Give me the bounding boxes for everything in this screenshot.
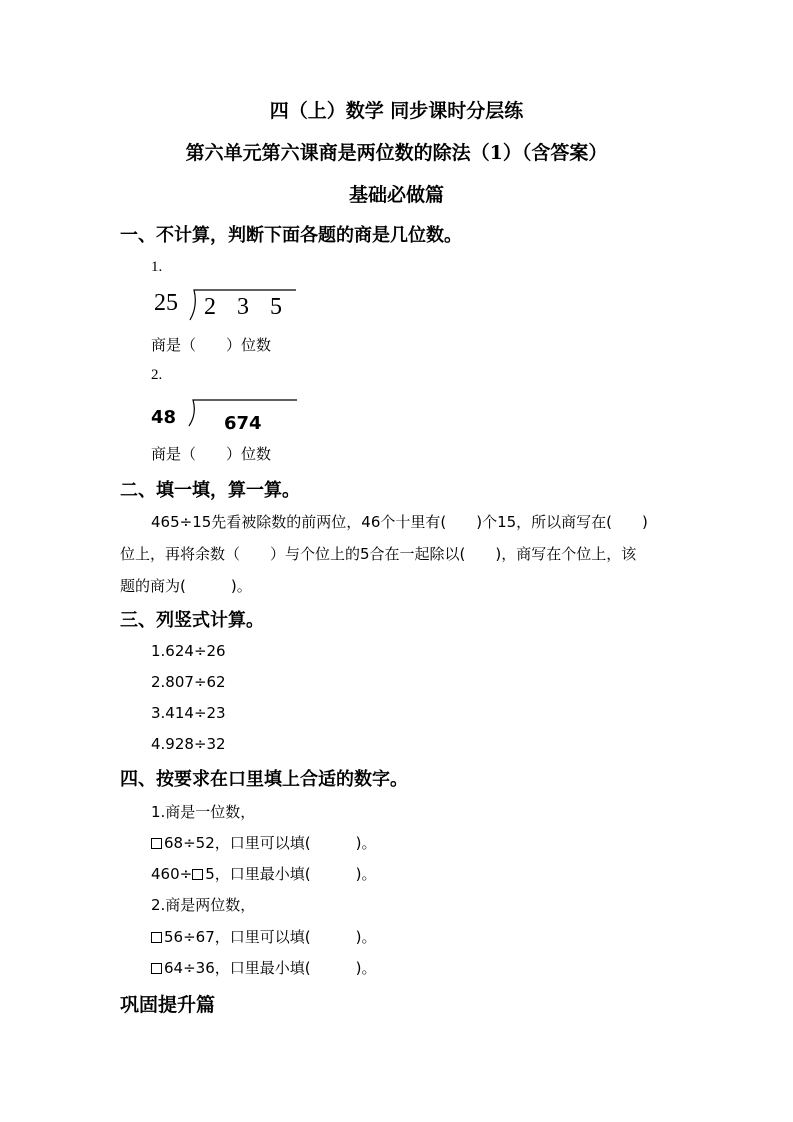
q2-answer: 商是（ ）位数 bbox=[151, 445, 272, 463]
part3-item: 1.624÷26 bbox=[151, 642, 226, 660]
part4-heading: 四、按要求在口里填上合适的数字。 bbox=[120, 769, 408, 790]
part4-sub1b-post: 5，口里最小填( )。 bbox=[205, 865, 377, 883]
page-title: 四（上）数学 同步课时分层练 bbox=[269, 100, 524, 122]
part4-sub2: 2.商是两位数， bbox=[151, 896, 256, 914]
page-subtitle: 第六单元第六课商是两位数的除法（1）（含答案） bbox=[185, 142, 608, 164]
q2-dividend: 674 bbox=[224, 413, 262, 434]
q1-dividend-digit: 5 bbox=[270, 294, 282, 320]
blank-box bbox=[192, 869, 203, 880]
part2-line2: 位上，再将余数（ ）与个位上的5合在一起除以( )，商写在个位上，该 bbox=[120, 545, 637, 563]
part4-sub1a-text: 68÷52，口里可以填( )。 bbox=[164, 834, 377, 852]
blank-box bbox=[151, 932, 162, 943]
part2-heading: 二、填一填，算一算。 bbox=[120, 480, 300, 501]
part3-heading: 三、列竖式计算。 bbox=[120, 610, 264, 631]
part3-item: 3.414÷23 bbox=[151, 704, 226, 722]
part3-item: 4.928÷32 bbox=[151, 735, 226, 753]
blank-box bbox=[151, 963, 162, 974]
part2-line3: 题的商为( )。 bbox=[120, 577, 252, 595]
part1-heading: 一、不计算，判断下面各题的商是几位数。 bbox=[120, 225, 462, 246]
q2-divisor: 48 bbox=[151, 407, 177, 428]
section-basic: 基础必做篇 bbox=[348, 184, 444, 206]
part2-line1: 465÷15先看被除数的前两位，46个十里有( )个15，所以商写在( ) bbox=[151, 513, 648, 531]
q2-number: 2. bbox=[151, 367, 163, 383]
part4-sub1a bbox=[151, 832, 376, 853]
part4-sub2a bbox=[151, 926, 376, 947]
part4-sub2a-text: 56÷67，口里可以填( )。 bbox=[164, 928, 377, 946]
q1-dividend-digit: 3 bbox=[237, 294, 249, 320]
part4-sub1: 1.商是一位数， bbox=[151, 803, 256, 821]
q1-dividend-digit: 2 bbox=[204, 294, 216, 320]
part4-sub2b-text: 64÷36，口里最小填( )。 bbox=[164, 959, 377, 977]
q1-answer: 商是（ ）位数 bbox=[151, 336, 272, 354]
q1-divisor: 25 bbox=[154, 290, 178, 316]
part3-item: 2.807÷62 bbox=[151, 673, 226, 691]
part4-sub1b bbox=[151, 863, 376, 884]
q1-number: 1. bbox=[151, 259, 163, 275]
part4-sub2b bbox=[151, 957, 376, 978]
blank-box bbox=[151, 838, 162, 849]
section-advanced: 巩固提升篇 bbox=[120, 994, 216, 1016]
part4-sub1b-pre: 460÷ bbox=[151, 865, 193, 883]
